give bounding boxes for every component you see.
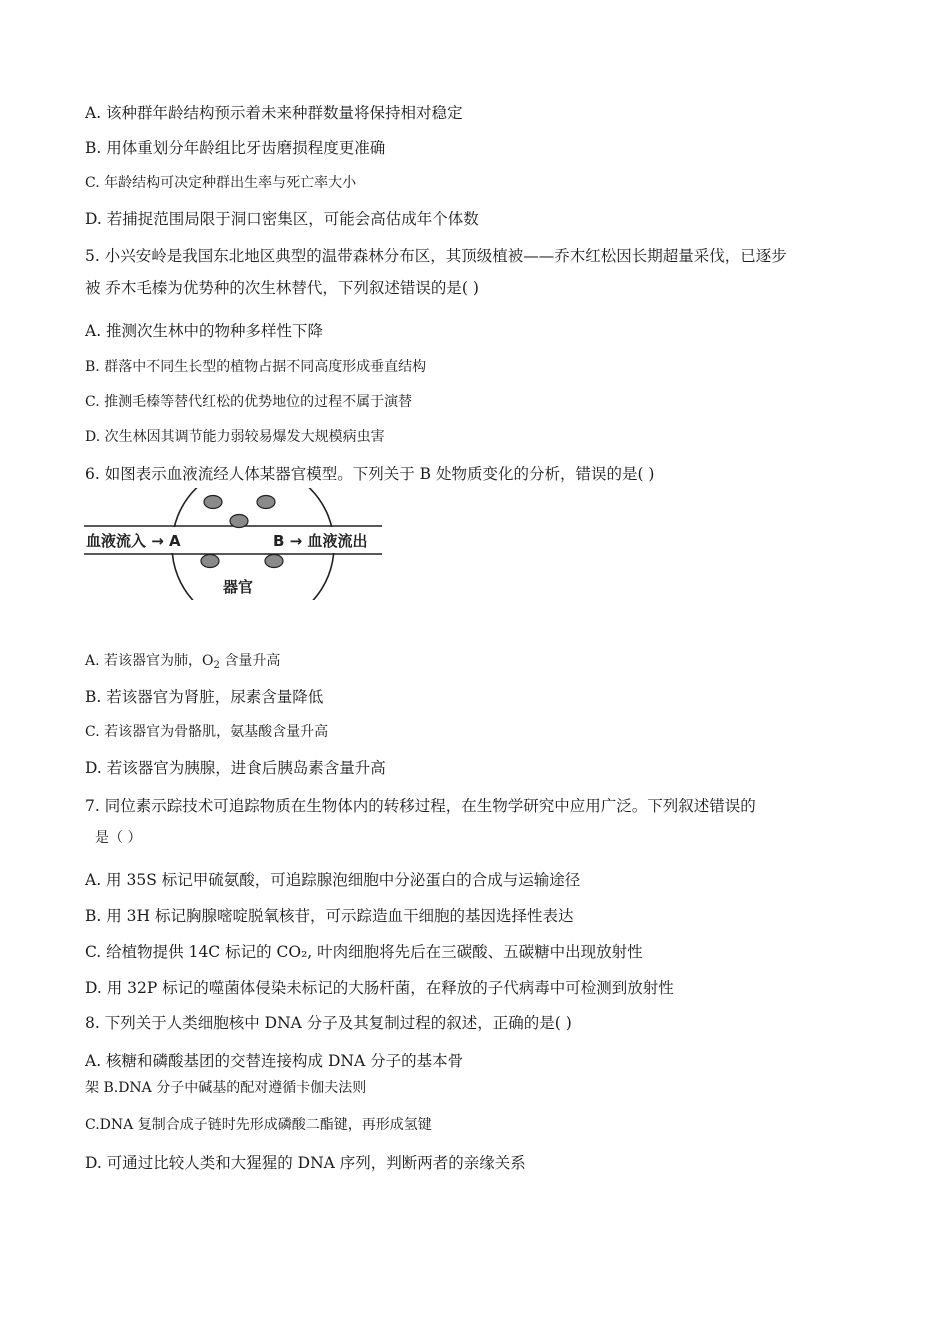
q7-option-d: D. 用 32P 标记的噬菌体侵染未标记的大肠杆菌，在释放的子代病毒中可检测到放射性 [85, 979, 674, 997]
q6-option-b: B. 若该器官为肾脏，尿素含量降低 [85, 688, 324, 706]
q4-option-b: B. 用体重划分年龄组比牙齿磨损程度更准确 [85, 139, 386, 157]
outflow-label: B → 血液流出 [273, 532, 368, 550]
q6-option-a-text: A. 若该器官为肺，O [85, 653, 214, 669]
q7-stem-line1: 7. 同位素示踪技术可追踪物质在生物体内的转移过程，在生物学研究中应用广泛。下列叙述错误的 [85, 797, 756, 815]
q4-option-c: C. 年龄结构可决定种群出生率与死亡率大小 [85, 175, 357, 191]
q4-option-d: D. 若捕捉范围局限于洞口密集区，可能会高估成年个体数 [85, 210, 479, 228]
q4-option-a: A. 该种群年龄结构预示着未来种群数量将保持相对稳定 [85, 104, 463, 122]
q5-option-a: A. 推测次生林中的物种多样性下降 [85, 322, 324, 340]
q6-option-c: C. 若该器官为骨骼肌，氨基酸含量升高 [85, 724, 329, 740]
q8-option-c: C.DNA 复制合成子链时先形成磷酸二酯键，再形成氢键 [85, 1117, 432, 1133]
q6-stem: 6. 如图表示血液流经人体某器官模型。下列关于 B 处物质变化的分析，错误的是( ) [85, 465, 655, 483]
q6-option-a-subscript: 2 [213, 660, 220, 671]
q5-option-c: C. 推测毛榛等替代红松的优势地位的过程不属于演替 [85, 394, 413, 410]
q7-option-c: C. 给植物提供 14C 标记的 CO₂, 叶肉细胞将先后在三碳酸、五碳糖中出现放射性 [85, 943, 643, 961]
cell-blob [230, 515, 248, 528]
q5-option-d: D. 次生林因其调节能力弱较易爆发大规模病虫害 [85, 429, 385, 445]
organ-label: 器官 [223, 578, 254, 596]
cell-blob [265, 555, 283, 568]
q8-option-a: A. 核糖和磷酸基团的交替连接构成 DNA 分子的基本骨 [85, 1052, 464, 1070]
q7-stem-line2: 是（ ） [95, 830, 142, 846]
q5-stem-line1: 5. 小兴安岭是我国东北地区典型的温带森林分布区，其顶级植被——乔木红松因长期超量采伐，已逐步 [85, 247, 787, 265]
q5-option-b: B. 群落中不同生长型的植物占据不同高度形成垂直结构 [85, 359, 427, 375]
q8-stem: 8. 下列关于人类细胞核中 DNA 分子及其复制过程的叙述，正确的是( ) [85, 1014, 572, 1032]
q7-option-b: B. 用 3H 标记胸腺嘧啶脱氧核苷，可示踪造血干细胞的基因选择性表达 [85, 907, 574, 925]
q6-option-d: D. 若该器官为胰腺，进食后胰岛素含量升高 [85, 759, 386, 777]
q5-stem-line2: 被 乔木毛榛为优势种的次生林替代，下列叙述错误的是( ) [85, 279, 479, 297]
organ-blood-flow-diagram [82, 488, 387, 600]
q8-option-b: 架 B.DNA 分子中碱基的配对遵循卡伽夫法则 [85, 1080, 367, 1096]
q6-option-a-suffix: 含量升高 [219, 653, 281, 669]
q8-option-d: D. 可通过比较人类和大猩猩的 DNA 序列，判断两者的亲缘关系 [85, 1154, 526, 1172]
inflow-label: 血液流入 → A [86, 532, 181, 550]
cell-blob [201, 555, 219, 568]
q6-option-a [85, 651, 280, 676]
cell-blob [204, 496, 222, 509]
cell-blob [257, 496, 275, 509]
q7-option-a: A. 用 35S 标记甲硫氨酸，可追踪腺泡细胞中分泌蛋白的合成与运输途径 [85, 871, 581, 889]
